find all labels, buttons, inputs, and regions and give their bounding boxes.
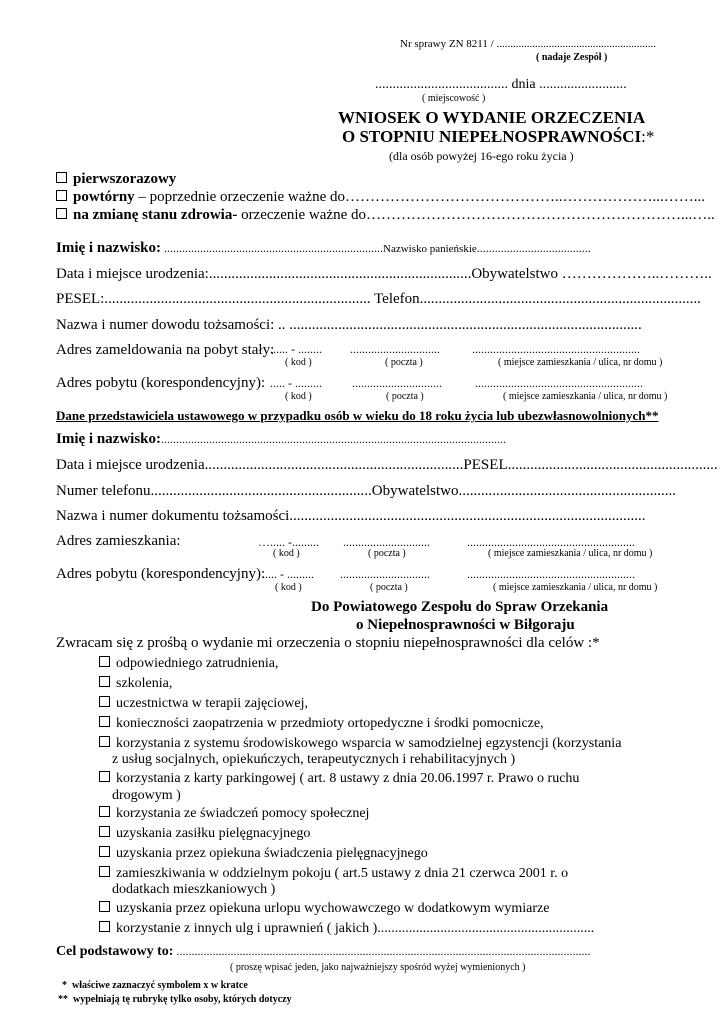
purpose-item-cont: dodatkach mieszkaniowych ) [112, 882, 276, 897]
checkbox-icon[interactable] [99, 866, 110, 877]
rep-address-code[interactable]: …..... -......... [258, 535, 319, 549]
checkbox-icon[interactable] [99, 716, 110, 727]
hint-poczta: ( poczta ) [370, 582, 408, 593]
rep-corr-label: Adres pobytu (korespondencyjny): [56, 566, 266, 582]
form-subtitle: (dla osób powyżej 16-ego roku życia ) [389, 149, 574, 163]
checkbox-icon[interactable] [99, 846, 110, 857]
applicant-address-post[interactable]: .............................. [350, 342, 440, 356]
main-purpose-field[interactable]: Cel podstawowy to: .......................................................................................................................................... [56, 944, 591, 959]
applicant-pesel-field[interactable]: PESEL:....................................................................... Telefon........................................................................... [56, 291, 701, 307]
hint-poczta: ( poczta ) [385, 357, 423, 368]
request-intro: Zwracam się z prośbą o wydanie mi orzeczenia o stopniu niepełnosprawności dla celów :* [56, 635, 600, 651]
hint-kod: ( kod ) [285, 391, 312, 402]
place-date-field[interactable]: ...................................... dnia ......................... [375, 77, 627, 92]
hint-poczta: ( poczta ) [386, 391, 424, 402]
applicant-address-label: Adres zameldowania na pobyt stały: [56, 342, 275, 358]
purpose-item[interactable]: zamieszkiwania w oddzielnym pokoju ( art.5 ustawy z dnia 21 czerwca 2001 r. o [99, 866, 568, 882]
checkbox-icon[interactable] [56, 190, 67, 201]
applicant-id-field[interactable]: Nazwa i numer dowodu tożsamości: .. .............................................................................................. [56, 317, 642, 333]
request-type-change[interactable]: na zmianę stanu zdrowia- orzeczenie ważne do………………………………………………………...….. [56, 207, 715, 224]
rep-corr-post[interactable]: .............................. [340, 567, 430, 581]
rep-phone-field[interactable]: Numer telefonu...........................................................Obywatelstwo.......................................................... [56, 483, 676, 499]
main-purpose-hint: ( proszę wpisać jeden, jako najważniejszy spośród wyżej wymienionych ) [230, 962, 526, 973]
rep-address-street[interactable]: ........................................................ [467, 535, 635, 549]
applicant-corr-post[interactable]: .............................. [352, 376, 442, 390]
rep-corr-street[interactable]: ........................................................ [467, 567, 635, 581]
footnote-2: ** wypełniają tę rubrykę tylko osoby, których dotyczy [58, 994, 292, 1005]
checkbox-icon[interactable] [56, 172, 67, 183]
purpose-item-cont: z usług socjalnych, opiekuńczych, terapeutycznych i rehabilitacyjnych ) [112, 752, 516, 767]
recipient-line1: Do Powiatowego Zespołu do Spraw Orzekania [311, 599, 609, 615]
checkbox-icon[interactable] [99, 921, 110, 932]
hint-street: ( miejsce zamieszkania / ulica, nr domu ) [493, 582, 658, 593]
purpose-item-cont: drogowym ) [112, 788, 181, 803]
hint-street: ( miejsce zamieszkania / ulica, nr domu ) [503, 391, 668, 402]
rep-birth-field[interactable]: Data i miejsce urodzenia.....................................................................PESEL........................................................ [56, 457, 718, 473]
purpose-item[interactable]: korzystanie z innych ulg i uprawnień ( jakich ).............................................................. [99, 921, 594, 937]
representative-heading: Dane przedstawiciela ustawowego w przypadku osób w wieku do 18 roku życia lub ubezwłasnowolnionych** [56, 408, 659, 423]
request-type-repeat[interactable]: powtórny – poprzednie orzeczenie ważne do……………………………………..………………...……... [56, 189, 705, 206]
purpose-item[interactable]: uzyskania przez opiekuna urlopu wychowawczego w dodatkowym wymiarze [99, 901, 549, 917]
purpose-item[interactable]: odpowiedniego zatrudnienia, [99, 656, 279, 672]
applicant-corr-street[interactable]: ........................................................ [475, 376, 643, 390]
applicant-address-street[interactable]: ........................................................ [472, 342, 640, 356]
form-title-line1: WNIOSEK O WYDANIE ORZECZENIA [338, 108, 646, 127]
rep-corr-code[interactable]: ..... - ......... [262, 567, 314, 581]
request-type-first[interactable]: pierwszorazowy [56, 171, 176, 188]
hint-poczta: ( poczta ) [368, 548, 406, 559]
purpose-item[interactable]: korzystania z systemu środowiskowego wsparcia w samodzielnej egzystencji (korzystania [99, 736, 621, 752]
checkbox-icon[interactable] [99, 806, 110, 817]
purpose-item[interactable]: uczestnictwa w terapii zajęciowej, [99, 696, 308, 712]
hint-street: ( miejsce zamieszkania / ulica, nr domu ) [488, 548, 653, 559]
applicant-corr-label: Adres pobytu (korespondencyjny): [56, 375, 266, 391]
footnote-1: * właściwe zaznaczyć symbolem x w kratce [62, 980, 248, 991]
checkbox-icon[interactable] [99, 826, 110, 837]
hint-kod: ( kod ) [285, 357, 312, 368]
case-number[interactable]: Nr sprawy ZN 8211 / .......................................................... [400, 38, 656, 50]
purpose-item[interactable]: szkolenia, [99, 676, 172, 692]
hint-kod: ( kod ) [273, 548, 300, 559]
hint-street: ( miejsce zamieszkania / ulica, nr domu ) [498, 357, 663, 368]
checkbox-icon[interactable] [99, 736, 110, 747]
checkbox-icon[interactable] [56, 208, 67, 219]
hint-kod: ( kod ) [275, 582, 302, 593]
checkbox-icon[interactable] [99, 771, 110, 782]
rep-name-field[interactable]: Imię i nazwisko:................................................................................................................... [56, 431, 506, 447]
checkbox-icon[interactable] [99, 676, 110, 687]
applicant-name-field[interactable]: Imię i nazwisko: .........................................................................Nazwisko panieńskie...................................... [56, 240, 591, 256]
purpose-item[interactable]: uzyskania zasiłku pielęgnacyjnego [99, 826, 310, 842]
purpose-item[interactable]: korzystania z karty parkingowej ( art. 8 ustawy z dnia 20.06.1997 r. Prawo o ruchu [99, 771, 579, 787]
checkbox-icon[interactable] [99, 656, 110, 667]
checkbox-icon[interactable] [99, 901, 110, 912]
case-number-hint: ( nadaje Zespół ) [536, 52, 608, 63]
recipient-line2: o Niepełnosprawności w Biłgoraju [356, 617, 575, 633]
purpose-item[interactable]: konieczności zaopatrzenia w przedmioty ortopedyczne i środki pomocnicze, [99, 716, 544, 732]
rep-address-post[interactable]: ............................. [343, 535, 430, 549]
place-hint: ( miejscowość ) [422, 93, 486, 104]
applicant-birth-field[interactable]: Data i miejsce urodzenia:......................................................................Obywatelstwo ………………..……….. [56, 266, 712, 282]
checkbox-icon[interactable] [99, 696, 110, 707]
purpose-item[interactable]: uzyskania przez opiekuna świadczenia pielęgnacyjnego [99, 846, 428, 862]
purpose-item[interactable]: korzystania ze świadczeń pomocy społecznej [99, 806, 369, 822]
rep-id-field[interactable]: Nazwa i numer dokumentu tożsamości............................................................................................... [56, 508, 646, 524]
applicant-address-code[interactable]: ...... - ........ [270, 342, 322, 356]
rep-address-label: Adres zamieszkania: [56, 533, 181, 549]
form-title-line2: O STOPNIU NIEPEŁNOSPRAWNOŚCI:* [342, 127, 655, 146]
applicant-corr-code[interactable]: ..... - ......... [270, 376, 322, 390]
